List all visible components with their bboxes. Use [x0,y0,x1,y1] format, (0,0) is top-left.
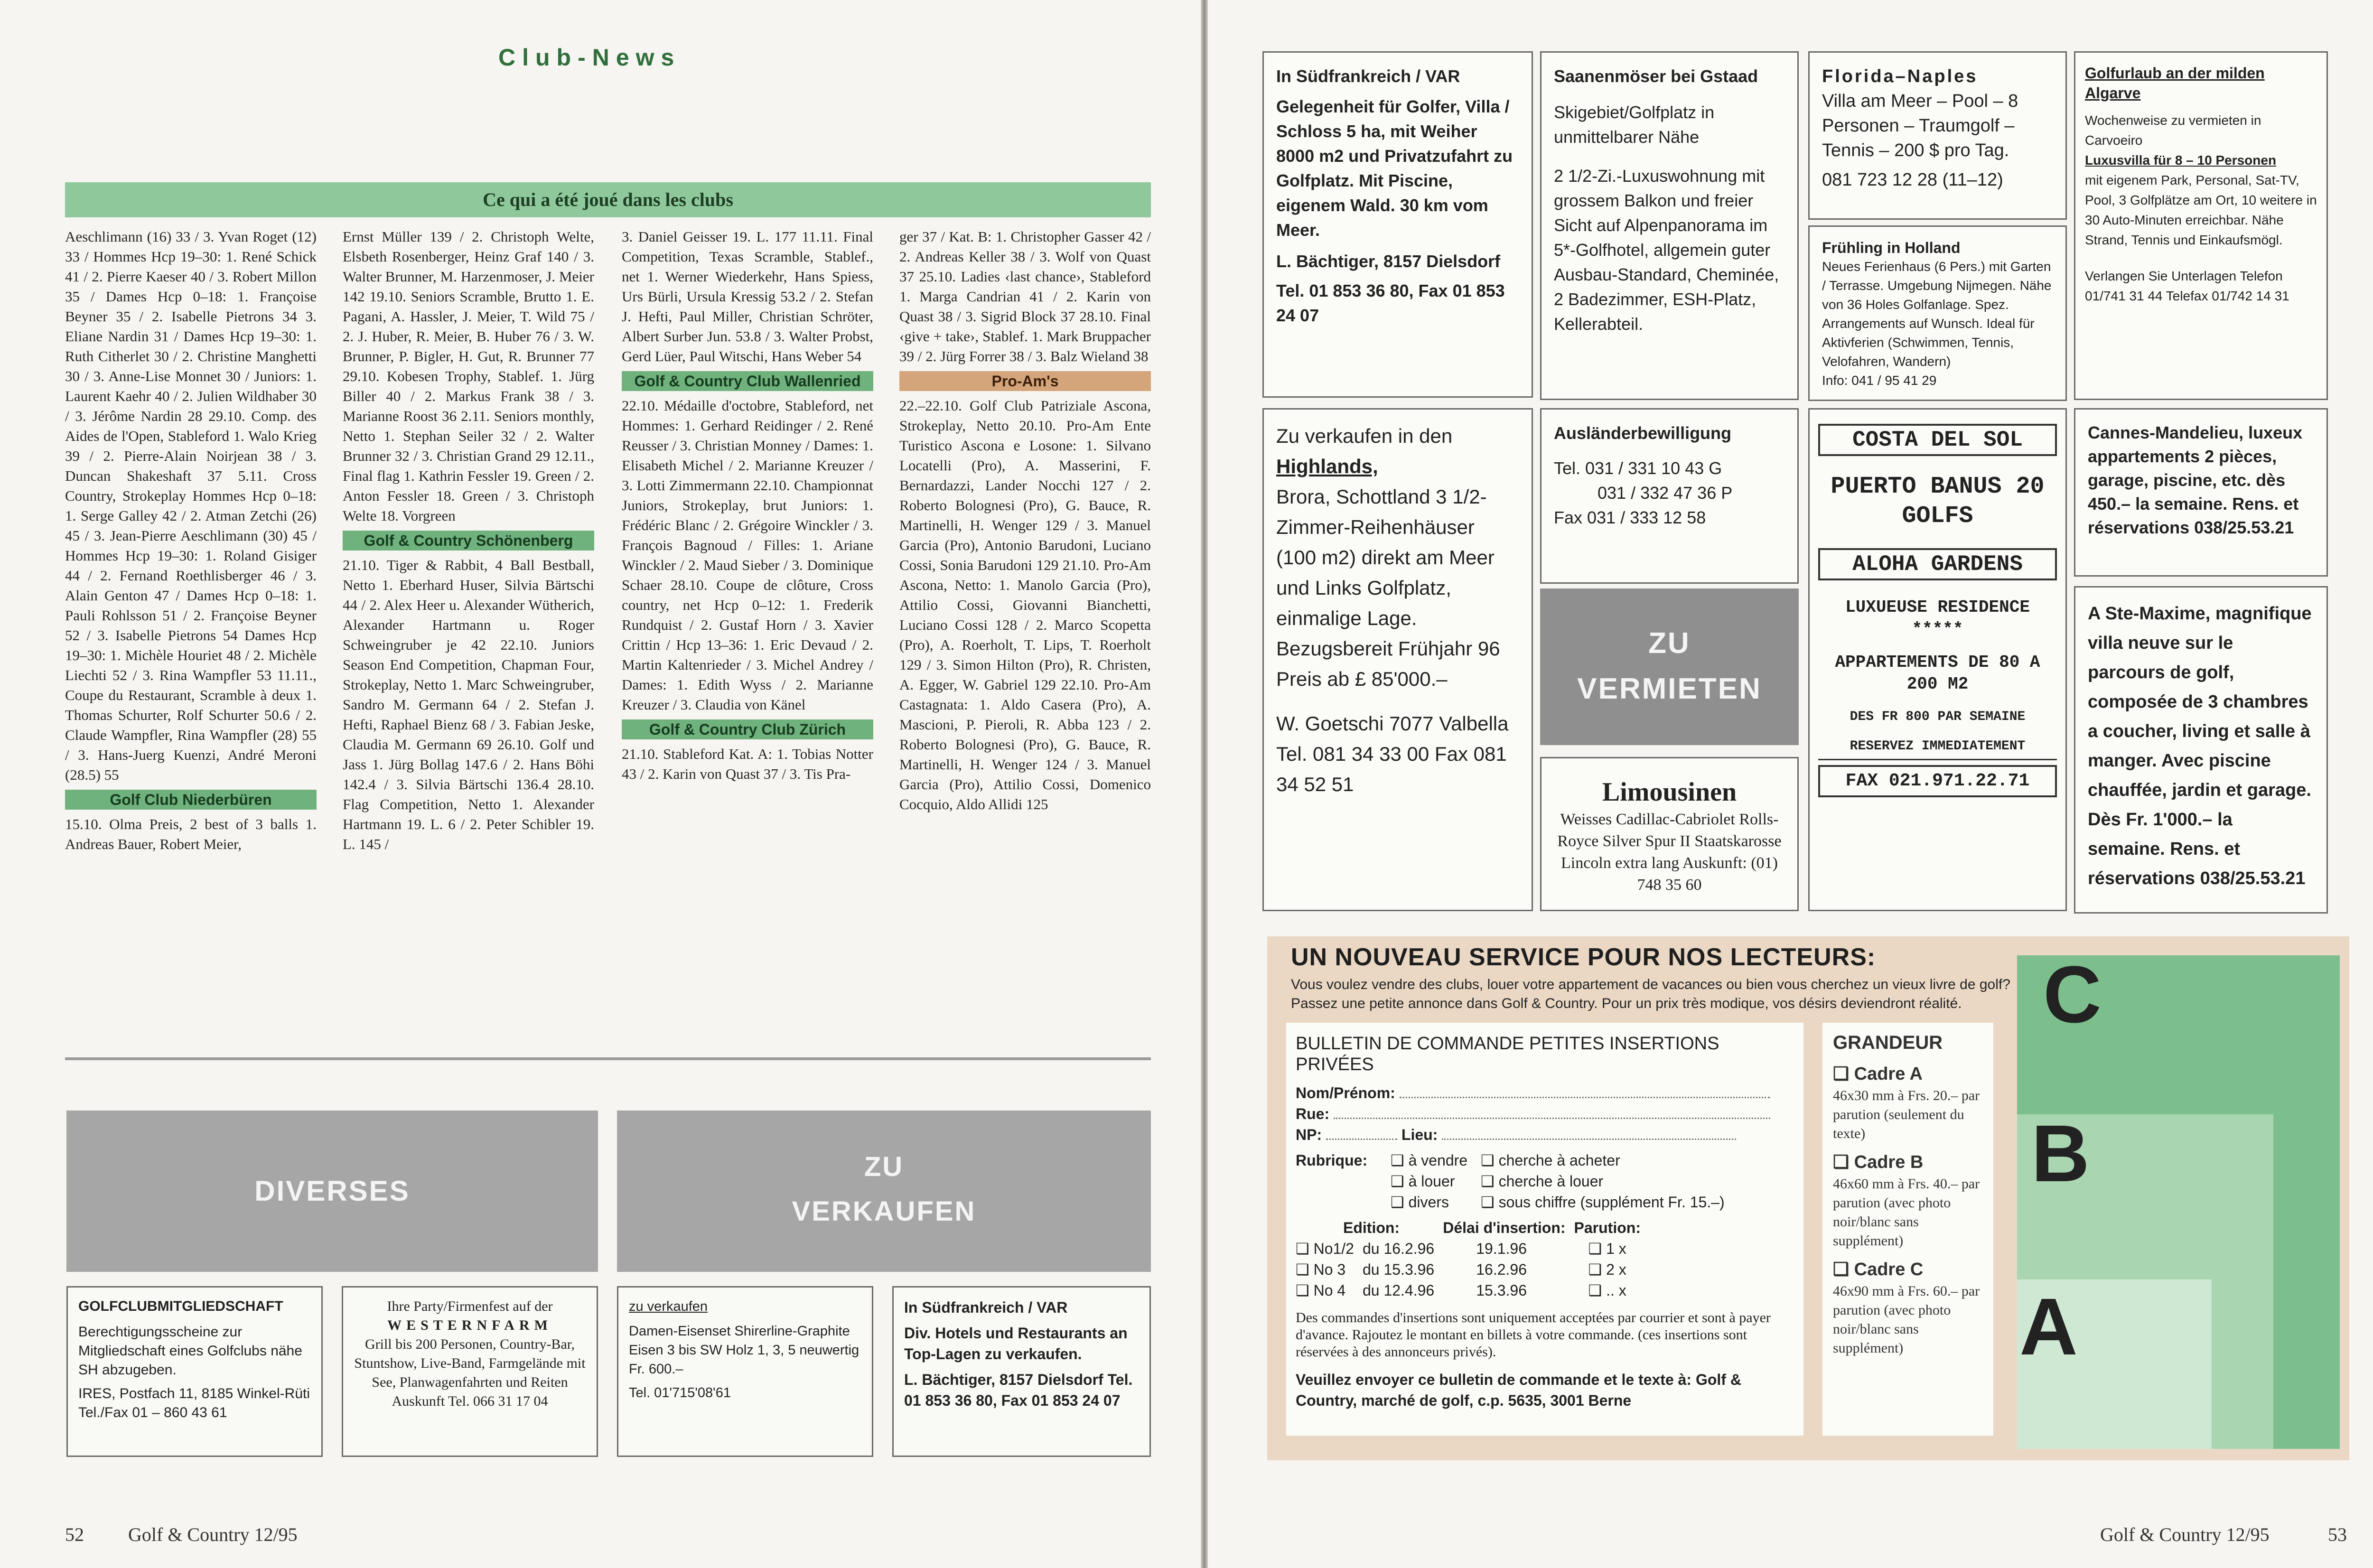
deadline: 16.2.96 [1476,1261,1527,1278]
city-field[interactable] [1442,1139,1736,1140]
cadre-c-text: 46x90 mm à Frs. 60.– par parution (avec photo noir/blanc sans supplément) [1833,1283,1980,1356]
np-row [1296,1124,1794,1145]
magazine-issue: Golf & Country 12/95 [128,1524,298,1545]
ad-text-2: Luxusvilla für 8 – 10 Personen [2085,153,2277,168]
ad-title: Florida–Naples [1822,66,1978,86]
club-heading-zuerich: Golf & Country Club Zürich [622,719,873,739]
edition-header: Edition: [1343,1219,1400,1236]
ad-contact: Tel. 01'715'08'61 [629,1385,731,1400]
ad-text-1: Wochenweise zu vermieten in Carvoeiro [2085,113,2261,148]
ad-text: Neues Ferienhaus (6 Pers.) mit Garten / Terrasse. Umgebung Nijmegen. Nähe von 36 Holes Golfanlage. Spez. Arrangements auf Wunsch. Ideal für Aktivferien (Schwimmen, Tennis, Velofahren, Wandern) [1822,259,2052,369]
ad-contact: IRES, Postfach 11, 8185 Winkel-Rüti Tel./Fax 01 – 860 43 61 [78,1386,310,1420]
ad-costa-del-sol [1808,408,2067,911]
ad-text: Berechtigungsscheine zur Mitgliedschaft eines Golfclubs nähe SH abzugeben. [78,1324,302,1378]
option-cadre-c[interactable]: ❑ Cadre C [1833,1260,1924,1279]
ad-title: WESTERNFARM [387,1317,552,1333]
zu-verkaufen-header [617,1111,1151,1272]
page-number: 53 [2328,1524,2347,1545]
ad-fax: FAX 021.971.22.71 [1818,765,2057,797]
order-note: Des commandes d'insertions sont uniquement acceptées par courrier et sont à payer d'avance. Rajoutez le montant en billets à votre commande. (ces insertions sont réservées à des annonceurs privés). [1296,1310,1771,1360]
ad-title: Ausländerbewilligung [1554,423,1732,443]
column-2-text: Ernst Müller 139 / 2. Christoph Welte, Elsbeth Rosenberger, Heinz Graf 140 / 3. Walter Brunner, M. Harzenmoser, J. Meier 142 19.10. Seniors Scramble, Brutto 1. E. Pagani, A. Hassler, J. Meier, T. Wild 75 / 2. J. Huber, R. Meier, B. Huber 76 / 3. W. Brunner, P. Bigler, H. Gut, R. Brunner 77 29.10. Kobesen Trophy, Stablef. 1. Jürg Biller 40 / 2. Markus Frank 38 / 3. Marianne Roost 36 2.11. Seniors monthly, Netto 1. Stephan Seiler 32 / 2. Walter Brunner 32 / 3. Christian Grand 29 12.11., Final flag 1. Kathrin Fessler 19. Green / 2. Anton Fessler 18. Green / 3. Christoph Welte 18. Vorgreen [343,228,594,524]
edition-row [1296,1280,1649,1301]
ad-title: GOLFCLUBMITGLIEDSCHAFT [78,1298,283,1314]
ad-algarve [2074,51,2328,400]
column-2-tail: 21.10. Tiger & Rabbit, 4 Ball Bestball, Netto 1. Eberhard Huser, Silvia Bärtschi 44 / 2. Alex Heer u. Alexander Wütherich, Alexander Hartmann u. Roger Schweingruber je 42 22.10. Juniors Season End Competition, Chapman Four, Strokeplay, Netto 1. Marc Schweingruber, Sandro M. Germann 64 / 2. Stefan J. Hefti, Raphael Bienz 68 / 3. Fabian Jeske, Claudia M. Germann 69 26.10. Golf und Jass 1. Jürg Bollag 147.6 / 2. Hans Böhi 142.4 / 3. Silvia Bärtschi 136.4 28.10. Flag Competition, Netto 1. Alexander Hartmann 19. L. 6 / 2. Peter Schibler 19. L. 145 / [343,557,594,852]
ad-reserve: RESERVEZ IMMEDIATEMENT [1818,734,2057,760]
ad-title: Highlands, [1276,455,1378,477]
ad-intro: Zu verkaufen in den [1276,425,1453,447]
ad-title: Saanenmöser bei Gstaad [1554,66,1758,86]
rubrique-row [1296,1150,1794,1213]
size-letter-a: A [2019,1282,2078,1372]
ad-saanen-contact [1540,408,1799,584]
name-label: Nom/Prénom: [1296,1084,1395,1101]
section-divider [65,1057,1151,1060]
ad-contact: Auskunft Tel. 066 31 17 04 [392,1393,548,1409]
results-column-3 [622,227,873,784]
section-title: Club-News [498,44,681,71]
ad-limousinen [1540,757,1799,911]
ad-westernfarm [342,1286,598,1457]
np-label: NP: [1296,1126,1322,1143]
ad-phone-2: 031 / 332 47 36 P [1598,483,1733,503]
club-heading-niederbueren: Golf Club Niederbüren [65,790,317,810]
ad-var-villa [1262,51,1533,398]
ad-intro: Ihre Party/Firmenfest auf der [387,1298,553,1314]
form-title: BULLETIN DE COMMANDE PETITES INSERTIONS PRIVÉES [1296,1034,1719,1074]
edition-row [1296,1259,1649,1280]
zu-vermieten-header [1540,588,1799,745]
page-number: 52 [65,1524,84,1545]
ad-ste-maxime: A Ste-Maxime, magnifique villa neuve sur le parcours de golf, composée de 3 chambres a coucher, living et salle à manger. Avec piscine chauffée, jardin et garage. Dès Fr. 1'000.– la semaine. Rens. et réservations 038/25.53.21 [2074,586,2328,914]
ad-cannes-mandelieu: Cannes-Mandelieu, luxeux appartements 2 pièces, garage, piscine, etc. dès 450.– la semaine. Rens. et réservations 038/25.53.21 [2074,408,2328,577]
rubrique-label: Rubrique: [1296,1152,1368,1169]
ad-florida-naples [1808,51,2067,220]
street-label: Rue: [1296,1105,1330,1122]
street-field[interactable] [1334,1118,1770,1119]
rubrique-options-left [1391,1150,1481,1213]
order-form [1286,1023,1803,1436]
binding-gutter [1201,0,1208,1568]
edition-date: du 12.4.96 [1362,1282,1435,1299]
ad-text: Div. Hotels und Restaurants an Top-Lagen zu verkaufen. [904,1325,1128,1363]
ad-text: Grill bis 200 Personen, Country-Bar, Stuntshow, Live-Band, Farmgelände mit See, Planwagenfahrten und Reiten [354,1336,586,1390]
ad-text: Damen-Eisenset Shirerline-Graphite Eisen 3 bis SW Holz 1, 3, 5 neuwertig Fr. 600.– [629,1324,860,1377]
edition-date: du 16.2.96 [1362,1240,1435,1257]
delai-header: Délai d'insertion: [1443,1219,1566,1236]
ad-phone: Info: 041 / 95 41 29 [1822,373,1937,388]
order-form-panel [1267,936,2349,1460]
ad-fax: Fax 031 / 333 12 58 [1554,508,1706,527]
club-heading-schoenenberg: Golf & Country Schönenberg [343,531,594,551]
order-intro: Vous voulez vendre des clubs, louer votre appartement de vacances ou bien vous cherchez un vieux livre de golf? Passez une petite annonce dans Golf & Country. Pour un prix très modique, vos désirs deviendront réalité. [1291,977,2010,1011]
column-4-tail: 22.–22.10. Golf Club Patriziale Ascona, Strokeplay, Netto 20.10. Pro-Am Ente Turistico Ascona e Losone: 1. Silvano Locatelli (Pro), A. Masserini, F. Bernardazzi, Lander Nocchi 127 / 2. Roberto Bolognesi (Pro), G. Bauce, R. Martinelli, H. Wenger 129 / 3. Manuel Garcia (Pro), Antonio Barudoni, Luciano Cossi, Sonia Barudoni 129 21.10. Pro-Am Ascona, Netto: 1. Manolo Garcia (Pro), Attilio Cossi, Giovanni Bianchetti, Luciano Cossi 128 / 2. Marco Scopetta (Pro), A. Roerholt, T. Lips, T. Roerholt 129 / 3. Simon Hilton (Pro), R. Christen, A. Egger, W. Gabriel 129 22.10. Pro-Am Castagnata: 1. Aldo Casera (Pro), A. Mascioni, P. Pieroli, R. Abba 123 / 2. Roberto Bolognesi (Pro), G. Bauce, R. Martinelli, H. Wenger 124 / 3. Manuel Garcia (Pro), Attilio Cossi, Domenico Cocquio, Aldo Allidi 125 [899,397,1151,812]
ad-title: Limousinen [1602,777,1737,807]
zu-verkaufen-line-1: ZU [864,1151,904,1182]
edition-row [1296,1238,1649,1259]
column-4-text: ger 37 / Kat. B: 1. Christopher Gasser 42 / 2. Andreas Keller 38 / 3. Wolf von Quast 37 25.10. Ladies ‹last chance›, Stableford 1. Marga Candrian 41 / 2. Karin von Quast 38 / 3. Sigrid Block 37 28.10. Final ‹give + take›, Stablef. 1. Mark Bruppacher 39 / 2. Jürg Forrer 38 / 3. Balz Wieland 38 [899,228,1151,364]
ad-text: Villa am Meer – Pool – 8 Personen – Traumgolf – Tennis – 200 $ pro Tag. [1822,91,2018,160]
name-row [1296,1083,1794,1103]
size-letter-b: B [2031,1109,2090,1199]
magazine-issue: Golf & Country 12/95 [2100,1524,2270,1545]
right-page [1208,0,2373,1568]
column-3-text: 3. Daniel Geisser 19. L. 177 11.11. Final Competition, Texas Scramble, Stablef., net 1. Werner Wiederkehr, Hans Spiess, Urs Bürli, Ursula Kressig 53.2 / 2. Stefan J. Hefti, Paul Miller, Christian Schröter, Albert Surber Jun. 53.8 / 3. Walter Probst, Gerd Lüer, Paul Witschi, Hans Weber 54 [622,228,873,364]
ad-contact: W. Goetschi 7077 Valbella Tel. 081 34 33 00 Fax 081 34 52 51 [1276,712,1509,795]
ad-contact: L. Bächtiger, 8157 Dielsdorf [1276,252,1501,271]
option-cadre-a[interactable]: ❑ Cadre A [1833,1064,1923,1084]
option-cadre-b[interactable]: ❑ Cadre B [1833,1152,1924,1172]
ad-saanenmoeser [1540,51,1799,400]
column-1-tail: 15.10. Olma Preis, 2 best of 3 balls 1. Andreas Bauer, Robert Meier, [65,816,317,852]
ad-subtitle: Skigebiet/Golfplatz in unmittelbarer Nähe [1554,103,1715,147]
results-column-2 [343,227,594,854]
parution-option[interactable]: ❑ 1 x [1588,1240,1626,1257]
results-column-1 [65,227,317,854]
ad-holland [1808,225,2067,401]
edition-table [1296,1217,1649,1301]
cadre-a-text: 46x30 mm à Frs. 20.– par parution (seulement du texte) [1833,1088,1980,1141]
parution-header: Parution: [1574,1219,1641,1236]
ad-text-3: mit eigenem Park, Personal, Sat-TV, Pool, 3 Golfplätze am Ort, 10 weitere in 30 Auto-Minuten erreichbar. Nähe Strand, Tennis und Einkaufsmögl. [2085,173,2317,247]
zu-vermieten-line-1: ZU [1648,627,1691,660]
option-cherche-acheter[interactable]: ❑ cherche à acheter [1481,1152,1620,1169]
option-a-louer[interactable]: ❑ à louer [1391,1173,1455,1190]
city-label: Lieu: [1401,1126,1438,1143]
ad-link[interactable]: zu verkaufen [629,1299,708,1314]
ad-text: Gelegenheit für Golfer, Villa / Schloss 5 ha, mit Weiher 8000 m2 und Privatzufahrt zu Golfplatz. Mit Piscine, eigenem Wald. 30 km vom Meer. [1276,97,1513,240]
ad-title: Frühling in Holland [1822,239,1961,256]
edition-option[interactable]: ❑ No 3 [1296,1261,1346,1278]
order-send-address: Veuillez envoyer ce bulletin de commande et le texte à: Golf & Country, marché de golf, c.p. 5635, 3001 Berne [1296,1371,1741,1409]
ad-phone: 081 723 12 28 (11–12) [1822,170,2003,190]
ad-contact: Verlangen Sie Unterlagen Telefon 01/741 31 44 Telefax 01/742 14 31 [2085,269,2289,303]
ad-title: Golfurlaub an der milden Algarve [2085,65,2265,102]
ad-title: In Südfrankreich / VAR [1276,66,1460,86]
ad-suedfrankreich-hotels [892,1286,1151,1457]
results-column-4 [899,227,1151,814]
zu-vermieten-line-2: VERMIETEN [1577,672,1762,705]
club-heading-wallenried: Golf & Country Club Wallenried [622,371,873,391]
diverses-header: DIVERSES [66,1111,598,1272]
rubrique-options-right [1481,1150,1725,1213]
size-letter-c: C [2043,950,2102,1040]
edition-option[interactable]: ❑ No1/2 [1296,1240,1354,1257]
ad-text: 2 1/2-Zi.-Luxuswohnung mit grossem Balkon und freier Sicht auf Alpenpanorama im 5*-Golfhotel, allgemein guter Ausbau-Standard, Cheminée, 2 Badezimmer, ESH-Platz, Kellerabteil. [1554,166,1779,334]
option-a-vendre[interactable]: ❑ à vendre [1391,1152,1468,1169]
column-1-text: Aeschlimann (16) 33 / 3. Yvan Roget (12) 33 / Hommes Hcp 19–30: 1. René Schick 41 / 2. Pierre Kaeser 40 / 3. Robert Millon 35 / Dames Hcp 0–18: 1. Françoise Beyner 35 / 2. Isabelle Pietrons 34 3. Eliane Nardin 31 / Dames Hcp 19–30: 1. Ruth Citherlet 30 / 2. Christine Manghetti 30 / 3. Anne-Lise Monnet 30 / Juniors: 1. Laurent Kaehr 40 / 2. Julien Wildhaber 30 / 3. Jérôme Nardin 28 29.10. Comp. des Aides de l'Open, Stableford 1. Walo Krieg 39 / 2. Pierre-Alain Noirjean 38 / 3. Duncan Shakeshaft 37 5.11. Cross Country, Strokeplay Hommes Hcp 0–18: 1. Serge Galley 42 / 2. Atman Zetchi (26) 45 / 3. Jean-Pierre Aeschlimann (30) 45 / Hommes Hcp 19–30: 1. Roland Gisiger 44 / 2. Fernand Roethlisberger 46 / 3. Alain Genton 47 / Dames Hcp 0–18: 1. Pauli Rohlsson 51 / 2. Françoise Beyner 52 / 3. Isabelle Pietrons 54 Dames Hcp 19–30: 1. Michèle Houriet 48 / 2. Michèle Liechti 52 / 3. Rina Wampfler 53 11.11., Coupe du Restaurant, Scramble à deux 1. Thomas Schurter, Rolf Schurter 50.6 / 2. Claude Wampfler, Rina Wampfler (28) 55 / 3. Hans-Juerg Kuenzi, André Meroni (28.5) 55 [65,228,317,783]
column-3-tail: 21.10. Stableford Kat. A: 1. Tobias Notter 43 / 2. Karin von Quast 37 / 3. Tis Pra- [622,746,873,782]
option-cherche-louer[interactable]: ❑ cherche à louer [1481,1173,1604,1190]
club-heading-pro-ams: Pro-Am's [899,371,1151,391]
ad-title: In Südfrankreich / VAR [904,1299,1068,1316]
name-field[interactable] [1400,1097,1770,1098]
edition-header-row [1296,1217,1649,1238]
ad-resort-name: ALOHA GARDENS [1818,548,2057,580]
ad-price: DES FR 800 PAR SEMAINE [1850,709,2026,724]
np-field[interactable] [1326,1139,1397,1140]
ad-damen-eisenset [617,1286,873,1457]
ad-golfclub-membership [66,1286,323,1457]
option-sous-chiffre[interactable]: ❑ sous chiffre (supplément Fr. 15.–) [1481,1194,1725,1211]
column-3-mid: 22.10. Médaille d'octobre, Stableford, net Hommes: 1. Gerhard Reidinger / 2. René Reusser / 3. Christian Monney / Dames: 1. Elisabeth Michel / 2. Marianne Kreuzer / 3. Lotti Zimmermann 22.10. Championnat Juniors, Strokeplay, brut Juniors: 1. Frédéric Blanc / 2. Grégoire Winckler / 3. François Bagnoud / Filles: 1. Ariane Winckler / 2. Maud Sieber / 3. Dominique Schaer 28.10. Coupe de clôture, Cross country, net Hcp 0–12: 1. Frederik Rundquist / 2. Gustaf Horn / 3. Xavier Crittin / Hcp 13–36: 1. Eric Devaud / 2. Martin Kaltenrieder / 3. Michel Andrey / Dames: 1. Edith Wyss / 2. Marianne Kreuzer / 3. Claudia von Känel [622,397,873,713]
ad-highlands [1262,408,1533,911]
ad-phone: Tel. 031 / 331 10 43 G [1554,458,1722,478]
ad-residence: LUXUEUSE RESIDENCE ***** [1845,597,2030,639]
ad-apartments: APPARTEMENTS DE 80 A 200 M2 [1835,653,2040,694]
order-headline: UN NOUVEAU SERVICE POUR NOS LECTEURS: [1291,943,1876,971]
edition-option[interactable]: ❑ No 4 [1296,1282,1346,1299]
deadline: 15.3.96 [1476,1282,1527,1299]
option-divers[interactable]: ❑ divers [1391,1194,1449,1211]
ad-text: Brora, Schottland 3 1/2-Zimmer-Reihenhäuser (100 m2) direkt am Meer und Links Golfplatz, einmalige Lage. Bezugsbereit Frühjahr 96 Preis ab £ 85'000.– [1276,485,1500,690]
size-options [1822,1023,1993,1436]
ad-text: Weisses Cadillac-Cabriolet Rolls-Royce Silver Spur II Staatskarosse Lincoln extra lang Auskunft: (01) 748 35 60 [1557,811,1782,894]
cadre-b-text: 46x60 mm à Frs. 40.– par parution (avec photo noir/blanc sans supplément) [1833,1176,1980,1249]
parution-option[interactable]: ❑ 2 x [1588,1261,1626,1278]
deadline: 19.1.96 [1476,1240,1527,1257]
street-row [1296,1103,1794,1124]
edition-date: du 15.3.96 [1362,1261,1435,1278]
ad-contact: L. Bächtiger, 8157 Dielsdorf Tel. 01 853 36 80, Fax 01 853 24 07 [904,1371,1133,1409]
results-banner: Ce qui a été joué dans les clubs [65,182,1151,217]
ad-title: COSTA DEL SOL [1818,424,2057,456]
ad-subtitle: PUERTO BANUS 20 GOLFS [1831,473,2045,530]
ad-phone: Tel. 01 853 36 80, Fax 01 853 24 07 [1276,281,1505,325]
size-title: GRANDEUR [1833,1032,1943,1053]
parution-option[interactable]: ❑ .. x [1588,1282,1626,1299]
zu-verkaufen-line-2: VERKAUFEN [792,1196,976,1227]
